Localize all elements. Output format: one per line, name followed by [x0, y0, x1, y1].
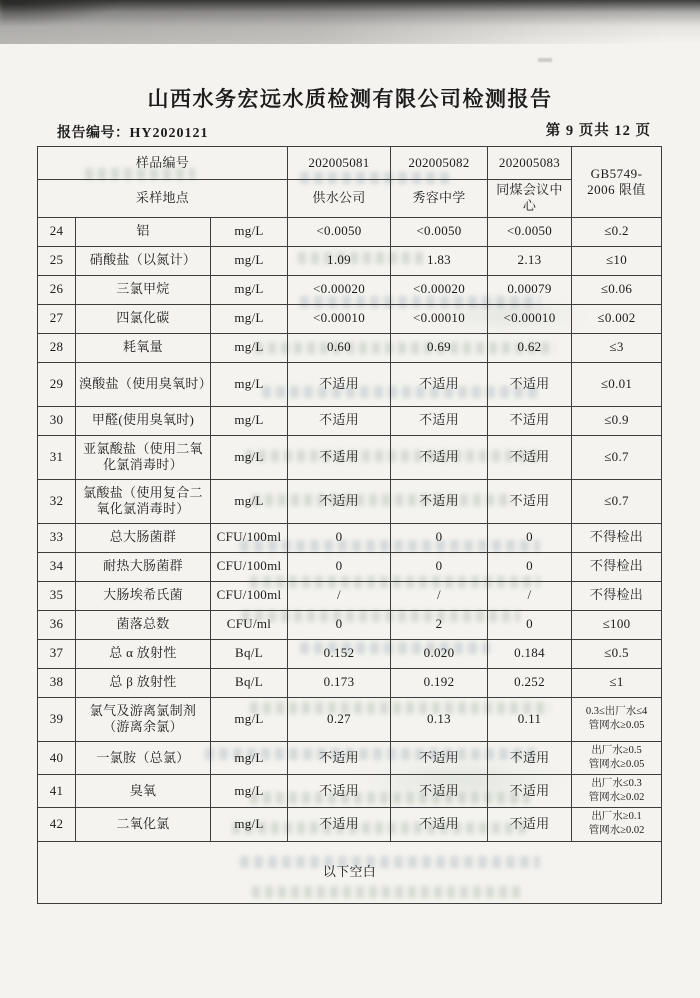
- unit-cell: mg/L: [211, 217, 288, 246]
- unit-cell: Bq/L: [211, 639, 288, 668]
- parameter-name-cell: 铝: [76, 217, 211, 246]
- value-cell: 0.27: [288, 697, 391, 741]
- row-number-cell: 32: [38, 479, 76, 523]
- table-row: [38, 774, 662, 807]
- limit-cell: ≤0.2: [572, 217, 662, 246]
- parameter-name-cell: 甲醛(使用臭氧时): [76, 406, 211, 435]
- table-row: [38, 610, 662, 639]
- value-cell: 0.11: [488, 697, 572, 741]
- row-number-cell: 25: [38, 246, 76, 275]
- value-cell: /: [391, 581, 488, 610]
- unit-cell: mg/L: [211, 333, 288, 362]
- row-number-cell: 30: [38, 406, 76, 435]
- header-row-location: [38, 180, 662, 218]
- table-row: [38, 246, 662, 275]
- parameter-name-cell: 硝酸盐（以氮计）: [76, 246, 211, 275]
- value-cell: 0.00079: [488, 275, 572, 304]
- value-cell: 0.173: [288, 668, 391, 697]
- unit-cell: CFU/100ml: [211, 523, 288, 552]
- row-number-cell: 26: [38, 275, 76, 304]
- parameter-name-cell: 溴酸盐（使用臭氧时）: [76, 362, 211, 406]
- parameter-name-cell: 大肠埃希氏菌: [76, 581, 211, 610]
- blank-row: [38, 841, 662, 903]
- row-number-cell: 38: [38, 668, 76, 697]
- unit-cell: mg/L: [211, 774, 288, 807]
- value-cell: 不适用: [288, 362, 391, 406]
- table-header: [38, 147, 662, 218]
- value-cell: 不适用: [288, 741, 391, 774]
- value-cell: 0.69: [391, 333, 488, 362]
- value-cell: 不适用: [391, 362, 488, 406]
- table-row: [38, 304, 662, 333]
- value-cell: 0: [488, 610, 572, 639]
- parameter-name-cell: 菌落总数: [76, 610, 211, 639]
- unit-cell: CFU/100ml: [211, 581, 288, 610]
- limit-cell: ≤0.01: [572, 362, 662, 406]
- table-row: [38, 275, 662, 304]
- report-number: [57, 122, 209, 142]
- value-cell: 不适用: [488, 479, 572, 523]
- sampling-location-cell: 同煤会议中心: [488, 180, 572, 218]
- unit-cell: mg/L: [211, 275, 288, 304]
- limit-header-line1: GB5749-: [590, 165, 643, 181]
- value-cell: <0.00020: [288, 275, 391, 304]
- row-number-cell: 42: [38, 808, 76, 841]
- row-number-cell: 39: [38, 697, 76, 741]
- unit-cell: mg/L: [211, 741, 288, 774]
- value-cell: <0.00020: [391, 275, 488, 304]
- value-cell: /: [288, 581, 391, 610]
- limit-cell: ≤0.7: [572, 479, 662, 523]
- row-number-cell: 29: [38, 362, 76, 406]
- table-row: [38, 639, 662, 668]
- unit-cell: Bq/L: [211, 668, 288, 697]
- value-cell: <0.00010: [488, 304, 572, 333]
- parameter-name-cell: 总 β 放射性: [76, 668, 211, 697]
- table-row: [38, 808, 662, 841]
- unit-cell: mg/L: [211, 479, 288, 523]
- below-blank-note: 以下空白: [38, 841, 662, 903]
- value-cell: 0.152: [288, 639, 391, 668]
- parameter-name-cell: 臭氧: [76, 774, 211, 807]
- value-cell: 0.020: [391, 639, 488, 668]
- value-cell: <0.0050: [288, 217, 391, 246]
- value-cell: 不适用: [288, 808, 391, 841]
- value-cell: 0.13: [391, 697, 488, 741]
- value-cell: 0.60: [288, 333, 391, 362]
- table-row: [38, 741, 662, 774]
- sampling-location-label-cell: 采样地点: [38, 180, 288, 218]
- limit-header-cell: [572, 147, 662, 218]
- parameter-name-cell: 一氯胺（总氯）: [76, 741, 211, 774]
- table-row: [38, 362, 662, 406]
- table-row: [38, 552, 662, 581]
- value-cell: 0: [391, 552, 488, 581]
- value-cell: 不适用: [488, 362, 572, 406]
- value-cell: <0.0050: [488, 217, 572, 246]
- value-cell: 0.252: [488, 668, 572, 697]
- limit-cell: 出厂水≤0.3 管网水≥0.02: [572, 774, 662, 807]
- value-cell: 不适用: [288, 774, 391, 807]
- value-cell: 不适用: [391, 435, 488, 479]
- page-title: 山西水务宏远水质检测有限公司检测报告: [147, 88, 553, 111]
- value-cell: 0: [488, 523, 572, 552]
- value-cell: 不适用: [288, 435, 391, 479]
- value-cell: 不适用: [391, 406, 488, 435]
- parameter-name-cell: 总 α 放射性: [76, 639, 211, 668]
- row-number-cell: 34: [38, 552, 76, 581]
- unit-cell: CFU/ml: [211, 610, 288, 639]
- page-indicator: 第 9 页共 12 页: [545, 123, 651, 139]
- parameter-name-cell: 三氯甲烷: [76, 275, 211, 304]
- row-number-cell: 31: [38, 435, 76, 479]
- value-cell: 不适用: [391, 774, 488, 807]
- table-row: [38, 406, 662, 435]
- value-cell: 1.09: [288, 246, 391, 275]
- value-cell: 不适用: [488, 774, 572, 807]
- limit-cell: 不得检出: [572, 552, 662, 581]
- value-cell: 不适用: [488, 808, 572, 841]
- value-cell: 2.13: [488, 246, 572, 275]
- row-number-cell: 37: [38, 639, 76, 668]
- unit-cell: mg/L: [211, 362, 288, 406]
- value-cell: <0.0050: [391, 217, 488, 246]
- sampling-location-cell: 秀容中学: [391, 180, 488, 218]
- value-cell: 0: [288, 610, 391, 639]
- limit-header-line2: 2006 限值: [587, 181, 646, 197]
- sampling-location-cell: 供水公司: [288, 180, 391, 218]
- limit-cell: ≤100: [572, 610, 662, 639]
- parameter-name-cell: 耐热大肠菌群: [76, 552, 211, 581]
- value-cell: /: [488, 581, 572, 610]
- value-cell: 0: [391, 523, 488, 552]
- parameter-name-cell: 亚氯酸盐（使用二氧化氯消毒时）: [76, 435, 211, 479]
- limit-cell: ≤0.002: [572, 304, 662, 333]
- value-cell: 不适用: [391, 741, 488, 774]
- value-cell: 0: [488, 552, 572, 581]
- value-cell: 不适用: [391, 808, 488, 841]
- unit-cell: mg/L: [211, 304, 288, 333]
- limit-cell: 不得检出: [572, 581, 662, 610]
- limit-cell: ≤0.7: [572, 435, 662, 479]
- unit-cell: mg/L: [211, 808, 288, 841]
- table-row: [38, 435, 662, 479]
- unit-cell: mg/L: [211, 697, 288, 741]
- row-number-cell: 40: [38, 741, 76, 774]
- value-cell: 1.83: [391, 246, 488, 275]
- results-table: [37, 146, 662, 904]
- scan-top-shadow: [0, 0, 700, 44]
- limit-cell: ≤0.06: [572, 275, 662, 304]
- parameter-name-cell: 二氧化氯: [76, 808, 211, 841]
- table-row: [38, 668, 662, 697]
- row-number-cell: 28: [38, 333, 76, 362]
- parameter-name-cell: 氯气及游离氯制剂（游离余氯）: [76, 697, 211, 741]
- value-cell: 不适用: [488, 435, 572, 479]
- value-cell: 不适用: [288, 406, 391, 435]
- sample-id-cell: 202005082: [391, 147, 488, 180]
- limit-cell: 出厂水≥0.5 管网水≥0.05: [572, 741, 662, 774]
- limit-cell: 不得检出: [572, 523, 662, 552]
- table-row: [38, 523, 662, 552]
- table-row: [38, 333, 662, 362]
- row-number-cell: 35: [38, 581, 76, 610]
- value-cell: 0.192: [391, 668, 488, 697]
- parameter-name-cell: 耗氧量: [76, 333, 211, 362]
- report-number-label: 报告编号：: [57, 126, 130, 141]
- sample-id-cell: 202005081: [288, 147, 391, 180]
- value-cell: 0.184: [488, 639, 572, 668]
- scan-speck: [538, 58, 552, 62]
- unit-cell: mg/L: [211, 246, 288, 275]
- unit-cell: mg/L: [211, 406, 288, 435]
- unit-cell: mg/L: [211, 435, 288, 479]
- row-number-cell: 36: [38, 610, 76, 639]
- table-row: [38, 217, 662, 246]
- row-number-cell: 24: [38, 217, 76, 246]
- parameter-name-cell: 氯酸盐（使用复合二氧化氯消毒时）: [76, 479, 211, 523]
- value-cell: 0.62: [488, 333, 572, 362]
- sample-id-label-cell: 样品编号: [38, 147, 288, 180]
- value-cell: 不适用: [488, 741, 572, 774]
- results-body: [38, 217, 662, 841]
- value-cell: <0.00010: [288, 304, 391, 333]
- scan-corner-smudge: [0, 0, 120, 26]
- header-row-sample-id: [38, 147, 662, 180]
- limit-cell: ≤3: [572, 333, 662, 362]
- table-row: [38, 697, 662, 741]
- value-cell: 0: [288, 523, 391, 552]
- limit-cell: 0.3≤出厂水≤4 管网水≥0.05: [572, 697, 662, 741]
- row-number-cell: 41: [38, 774, 76, 807]
- value-cell: <0.00010: [391, 304, 488, 333]
- table-row: [38, 479, 662, 523]
- sample-id-cell: 202005083: [488, 147, 572, 180]
- parameter-name-cell: 四氯化碳: [76, 304, 211, 333]
- row-number-cell: 33: [38, 523, 76, 552]
- limit-cell: 出厂水≥0.1 管网水≥0.02: [572, 808, 662, 841]
- value-cell: 2: [391, 610, 488, 639]
- value-cell: 不适用: [288, 479, 391, 523]
- value-cell: 不适用: [488, 406, 572, 435]
- table-row: [38, 581, 662, 610]
- limit-cell: ≤0.9: [572, 406, 662, 435]
- value-cell: 0: [288, 552, 391, 581]
- row-number-cell: 27: [38, 304, 76, 333]
- limit-cell: ≤1: [572, 668, 662, 697]
- limit-cell: ≤10: [572, 246, 662, 275]
- parameter-name-cell: 总大肠菌群: [76, 523, 211, 552]
- value-cell: 不适用: [391, 479, 488, 523]
- unit-cell: CFU/100ml: [211, 552, 288, 581]
- report-number-value: HY2020121: [129, 126, 209, 141]
- limit-cell: ≤0.5: [572, 639, 662, 668]
